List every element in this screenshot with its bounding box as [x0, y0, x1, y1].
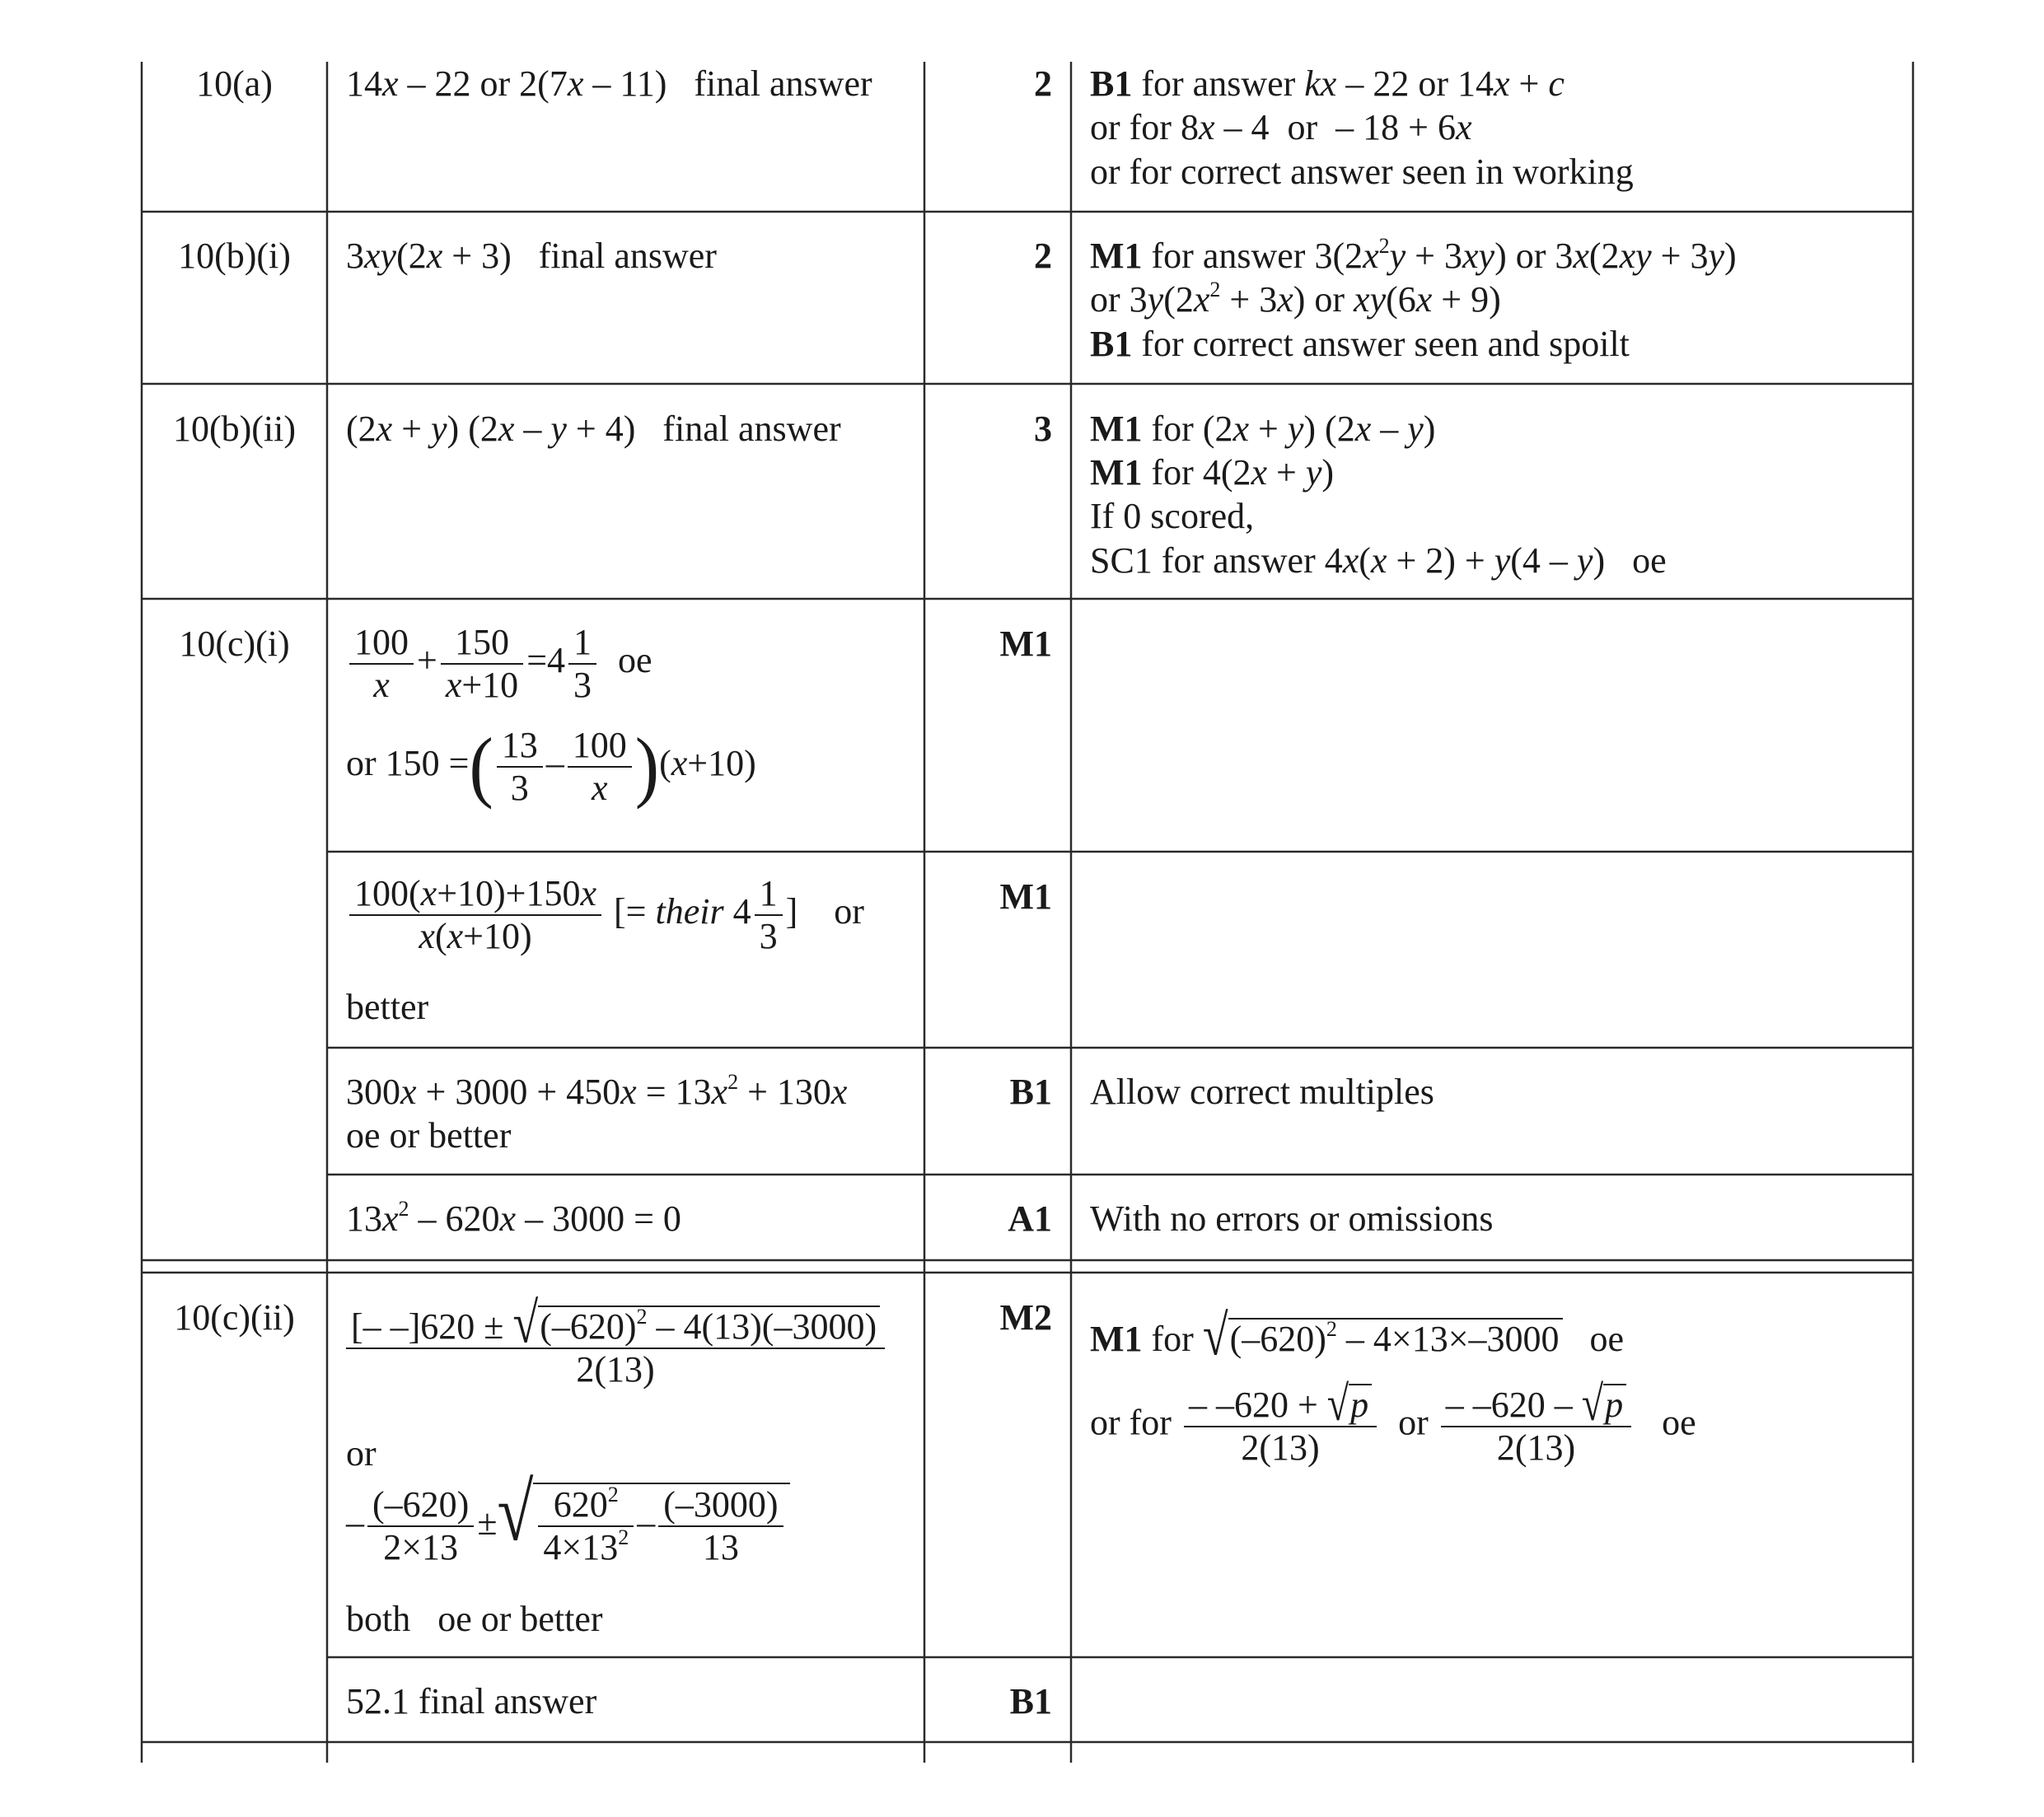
guidance-10cii-line2: or for $\frac{- -620 + √p}{2(13)}$ or $\frac{- -620 - √p}{2(13)}$ oe	[1090, 1376, 1696, 1468]
marks-10ci-step2: M1	[999, 876, 1052, 917]
answer-10cii-or: or	[346, 1433, 377, 1474]
answer-10a-text: 14x – 22 or 2(7x – 11) final answer	[346, 63, 872, 104]
answer-10ci-step1-alt: or 150 =( $\frac{13}{3}$ – $\frac{100}{x}$ )(x+10)	[346, 722, 756, 810]
marks-10cii-step2: B1	[1009, 1681, 1052, 1721]
guidance-10bii-line3: If 0 scored,	[1090, 496, 1255, 536]
marks-10bi: 2	[1034, 236, 1052, 276]
answer-10ci-step4: $13x^2 - 620x - 3000 = 0$	[346, 1197, 681, 1239]
guidance-10bi-line2: or $3y(2x^2 + 3x)$ or xy(6x + 9)	[1090, 278, 1501, 320]
answer-10ci-step2: $\frac{100(x+10)+150x}{x(x+10)}$ [= their 4 $\frac{1}{3}$ ] or	[346, 873, 864, 957]
guidance-10bii-line1: M1 for (2x + y) (2x – y)	[1090, 409, 1436, 449]
marks-10ci-step1: M1	[999, 624, 1052, 664]
answer-10ci-step1: $\frac{100}{x}$ + $\frac{150}{x+10}$ =4 $\frac{1}{3}$ oe	[346, 622, 652, 706]
question-10bi: 10(b)(i)	[178, 236, 291, 276]
guidance-10cii-line1: M1 for $√(-620)^2 - 4\times 13\times-3000$ oe	[1090, 1304, 1625, 1368]
question-10cii: 10(c)(ii)	[174, 1297, 295, 1338]
answer-10bi: 3xy(2x + 3) final answer	[346, 236, 717, 276]
marks-10bii: 3	[1034, 409, 1052, 449]
marks-10ci-step3: B1	[1009, 1072, 1052, 1112]
frac-150-over-x10: $\frac{150}{x+10}$	[441, 622, 523, 706]
answer-10ci-step3: $300x + 3000 + 450x = 13x^2 + 130x$	[346, 1070, 848, 1112]
marks-10ci-step4: A1	[1008, 1198, 1052, 1239]
question-10a: 10(a)	[196, 63, 273, 104]
question-10ci: 10(c)(i)	[179, 624, 290, 664]
guidance-10ci-step4: With no errors or omissions	[1090, 1198, 1494, 1239]
guidance-10bii-line2: M1 for 4(2x + y)	[1090, 452, 1335, 493]
question-10bii: 10(b)(ii)	[172, 409, 297, 449]
guidance-10bi-line3: B1 for correct answer seen and spoilt	[1090, 324, 1630, 364]
guidance-10a-line2: or for 8x – 4 or – 18 + 6x	[1090, 107, 1472, 147]
guidance-10bi-line1: M1 for answer $3(2x^2y + 3xy)$ or 3x(2xy + 3y)	[1090, 234, 1737, 276]
frac-one-third: $\frac{1}{3}$	[568, 622, 596, 706]
marks-10cii-step1: M2	[999, 1297, 1052, 1338]
answer-10bii: (2x + y) (2x – y + 4) final answer	[346, 409, 841, 449]
answer-10cii-formula: $\frac{[- -]620 \pm √(-620)^2 - 4(13)(-3000)}{2(13)}$	[346, 1303, 888, 1390]
guidance-10bii-line4: SC1 for answer 4x(x + 2) + y(4 – y) oe	[1090, 540, 1667, 581]
guidance-10a-line3: or for correct answer seen in working	[1090, 152, 1634, 192]
answer-10cii-alt: – $\frac{(-620)}{2\times 13}$ ±√ $\frac{620^2}{4\times 13^2}$ – $\frac{(-3000)}{13}$	[346, 1483, 790, 1568]
frac-100-over-x: $\frac{100}{x}$	[349, 622, 414, 706]
answer-10cii-tail: both oe or better	[346, 1599, 603, 1639]
answer-10a	[346, 62, 872, 106]
guidance-10ci-step3: Allow correct multiples	[1090, 1072, 1434, 1112]
marks-10a: 2	[1034, 63, 1052, 104]
answer-10cii-step2: 52.1 final answer	[346, 1681, 597, 1721]
answer-10ci-step2-tail: better	[346, 987, 429, 1027]
answer-10ci-step3-tail: oe or better	[346, 1115, 512, 1156]
guidance-10a-line1: B1 for answer kx – 22 or 14x + c	[1090, 63, 1565, 104]
